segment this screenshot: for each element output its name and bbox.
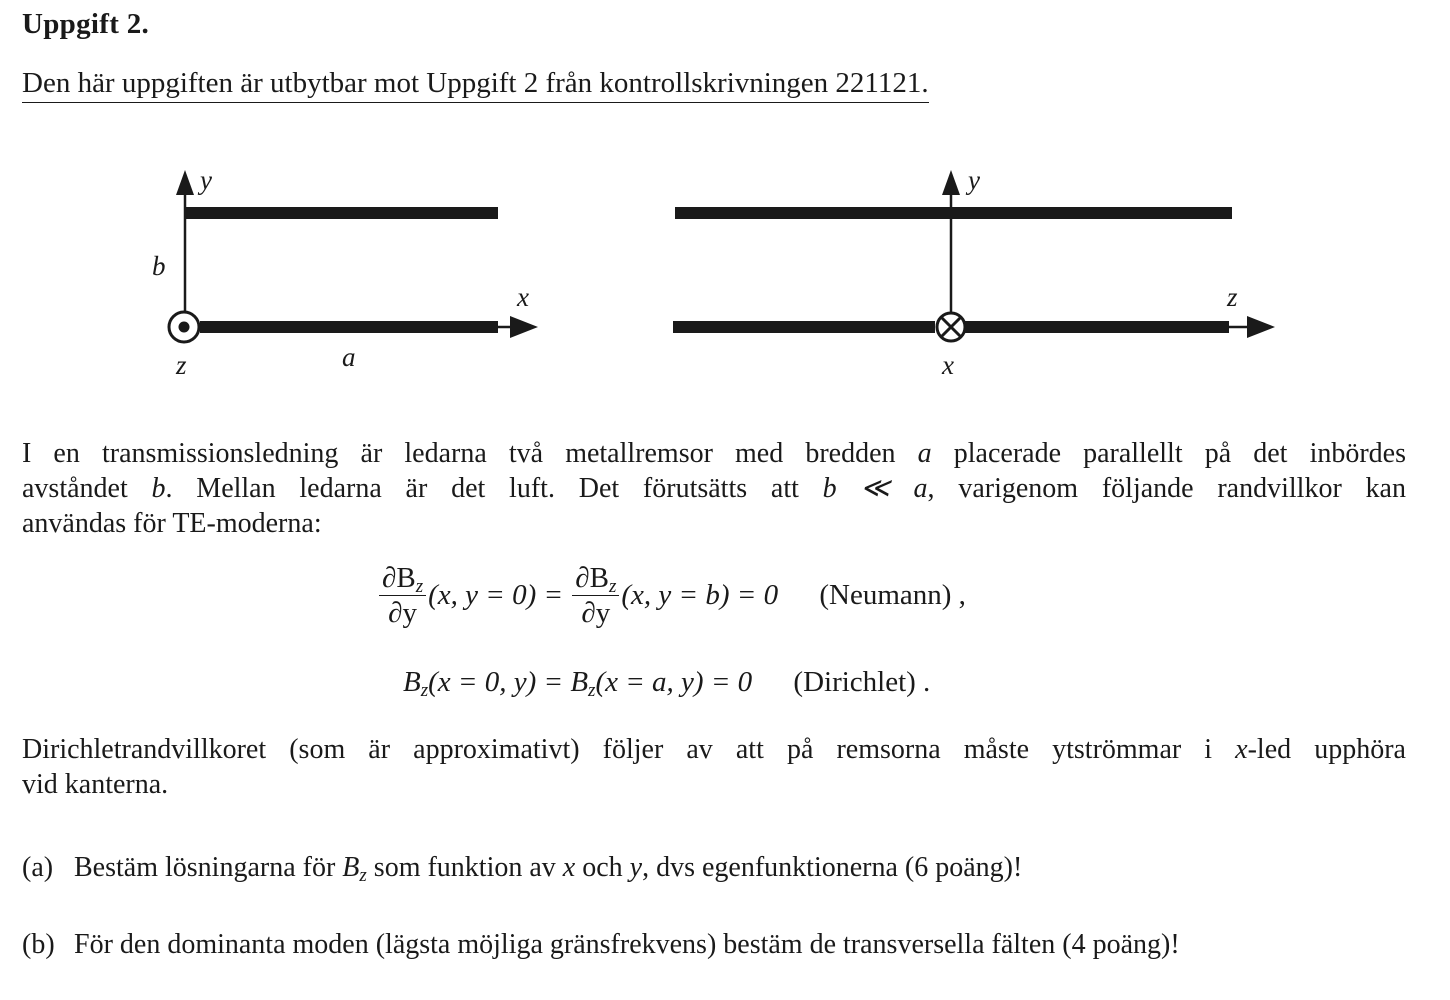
math-b-much-less-a: b ≪ a: [822, 473, 928, 504]
problem-description: [22, 436, 1406, 541]
math-a: a: [917, 438, 932, 469]
left-z-label: z: [176, 350, 187, 380]
right-z-label: z: [1227, 282, 1238, 312]
right-x-label: x: [942, 350, 954, 380]
left-x-label: x: [517, 282, 529, 312]
dirichlet-explanation: [22, 732, 1406, 802]
description-line-2: avståndet b. Mellan ledarna är det luft. Det förutsätts att b ≪ a, varigenom följande randvillkor kan: [22, 473, 1406, 504]
partial-derivative-fraction-2: $\frac{\partial B_z}{\partial y}$: [572, 563, 619, 628]
equation-dirichlet: $B_z(x = 0$, $y) = B_z(x = a$, y) = 0 (Dirichlet) .: [403, 666, 931, 701]
math-b: b: [151, 473, 166, 504]
equation-neumann: $\frac{\partial B_z}{\partial y}$ (x, y = 0) = $\frac{\partial B_z}{\partial y}$ (x, y = b) = 0 (Neumann) ,: [377, 563, 966, 628]
question-b-label: (b): [22, 929, 55, 960]
math-x: x: [1235, 734, 1248, 765]
left-a-label: a: [342, 342, 356, 372]
upper-strip: [185, 207, 498, 219]
intro-note: Den här uppgiften är utbytbar mot Uppgift 2 från kontrollskrivningen 221121.: [22, 65, 929, 103]
figure-cross-sections: [0, 150, 1450, 390]
lower-strip: [200, 321, 498, 333]
figure-left-xy-plane: [152, 165, 538, 380]
lower-strip-side-left: [673, 321, 935, 333]
left-y-label: y: [200, 165, 212, 195]
explanation-line-2: vid kanterna.: [22, 769, 169, 800]
x-axis-arrowhead: [510, 316, 538, 338]
z-out-of-page-dot: [179, 322, 190, 333]
lower-strip-side-right: [965, 321, 1229, 333]
right-y-label: y: [968, 165, 980, 195]
neumann-label: (Neumann) ,: [819, 579, 966, 611]
question-a: (a) Bestäm lösningarna för $B_z$ som funktion av x och y, dvs egenfunktionerna (6 poäng)!: [22, 852, 1023, 886]
left-b-label: b: [152, 251, 166, 281]
explanation-line-1: Dirichletrandvillkoret (som är approximativt) följer av att på remsorna måste ytströmmar i x-led upphöra: [22, 734, 1406, 765]
partial-derivative-fraction-1: $\frac{\partial B_z}{\partial y}$: [379, 563, 426, 628]
y-axis-arrowhead-right: [942, 170, 960, 195]
dirichlet-label: (Dirichlet) .: [793, 666, 931, 698]
question-b: (b) För den dominanta moden (lägsta möjliga gränsfrekvens) bestäm de transversella fälten (4 poäng)!: [22, 929, 1180, 960]
upper-strip-side: [675, 207, 1232, 219]
question-a-label: (a): [22, 852, 54, 883]
figure-right-zy-plane: [673, 165, 1275, 380]
y-axis-arrowhead: [176, 170, 194, 195]
z-axis-arrowhead: [1247, 316, 1275, 338]
description-line-1: I en transmissionsledning är ledarna två metallremsor med bredden a placerade parallellt på det inbördes: [22, 438, 1406, 469]
description-line-3: användas för TE-moderna:: [22, 508, 322, 539]
problem-title: Uppgift 2.: [22, 8, 150, 40]
